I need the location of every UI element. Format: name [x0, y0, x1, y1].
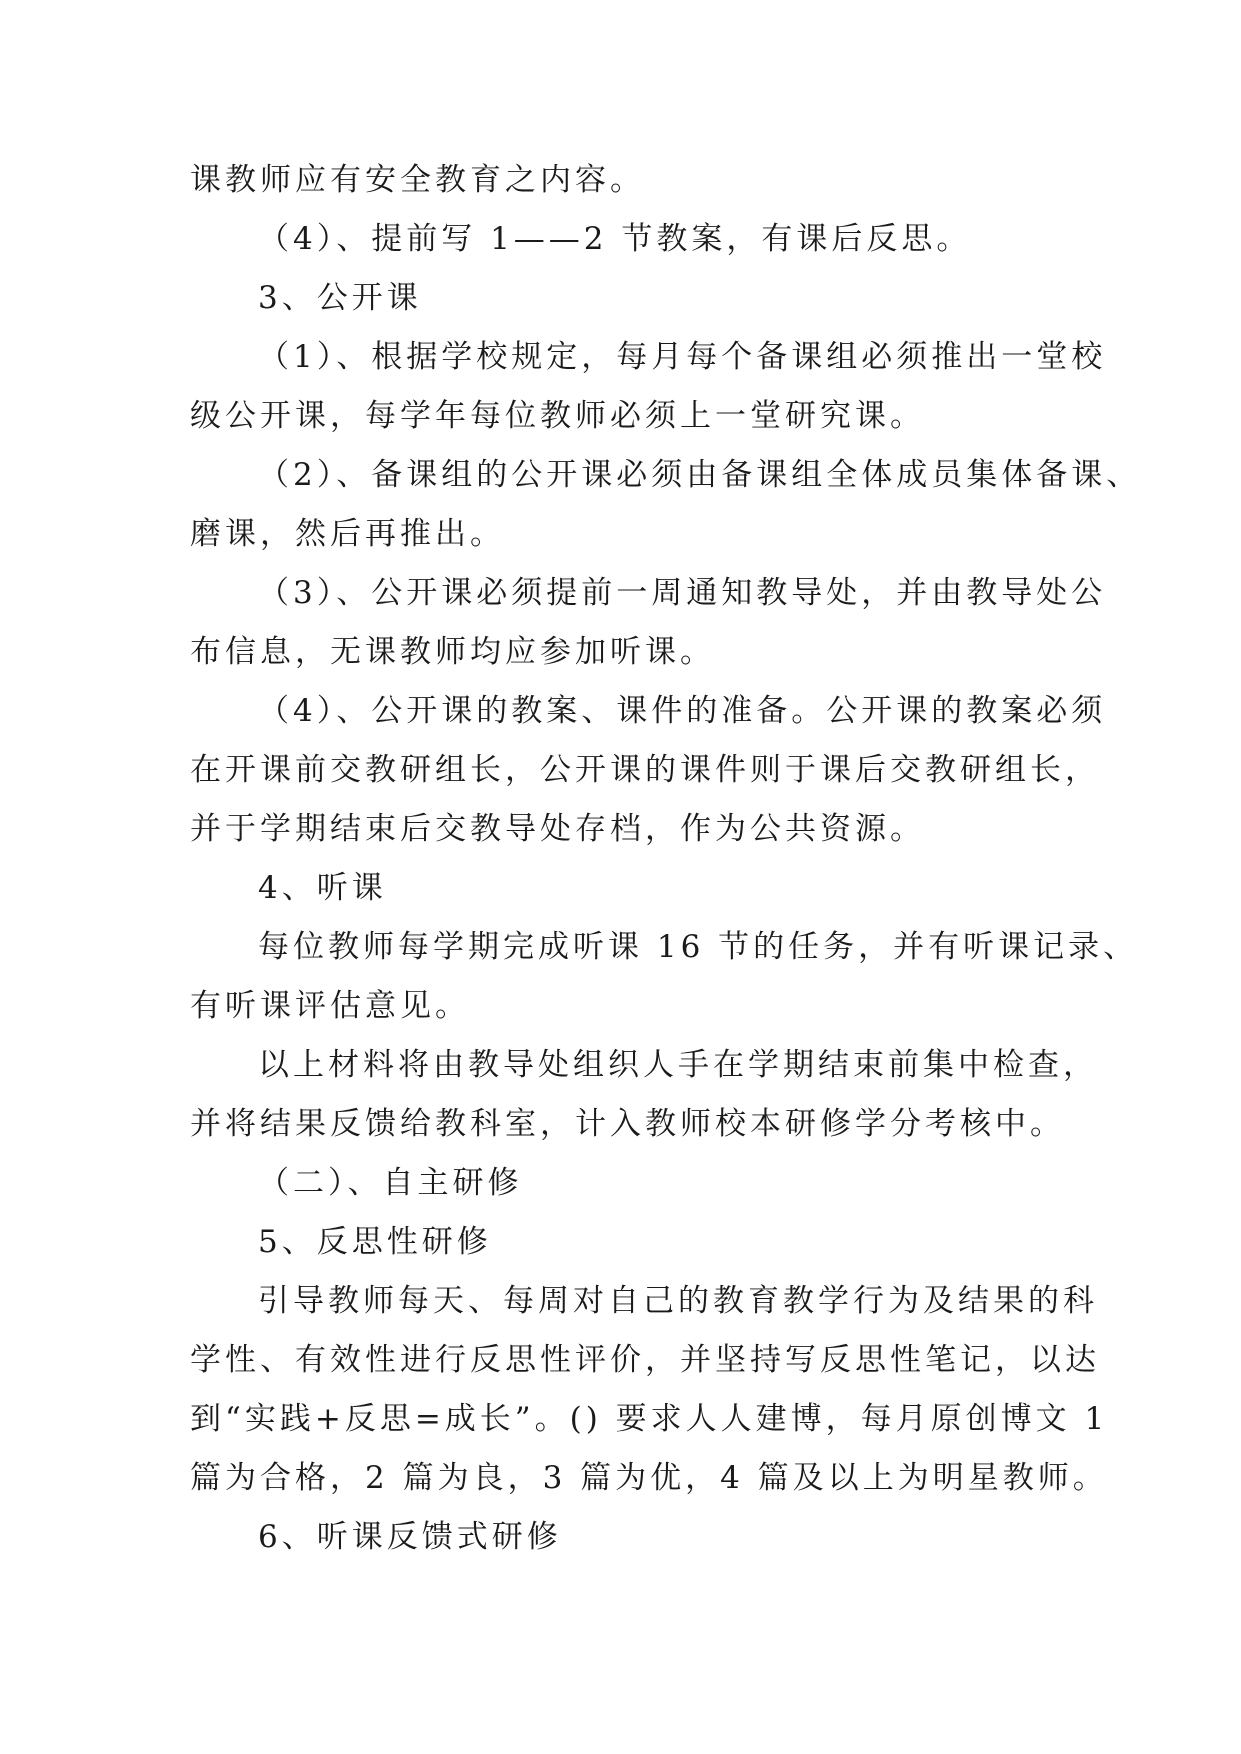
text-line: 布信息，无课教师均应参加听课。	[190, 634, 715, 670]
text-line: （4）、提前写 1——2 节教案，有课后反思。	[258, 221, 972, 257]
section-heading: 4、听课	[258, 870, 387, 906]
text-line: 并于学期结束后交教导处存档，作为公共资源。	[190, 811, 925, 847]
text-line: 篇为合格，2 篇为良，3 篇为优，4 篇及以上为明星教师。	[190, 1460, 1108, 1496]
text-line: 在开课前交教研组长，公开课的课件则于课后交教研组长，	[190, 752, 1100, 788]
text-line: 级公开课，每学年每位教师必须上一堂研究课。	[190, 398, 925, 434]
text-line: 学性、有效性进行反思性评价，并坚持写反思性笔记，以达	[190, 1342, 1100, 1378]
text-line: 并将结果反馈给教科室，计入教师校本研修学分考核中。	[190, 1106, 1065, 1142]
text-line: （2）、备课组的公开课必须由备课组全体成员集体备课、	[258, 457, 1142, 493]
text-line: 有听课评估意见。	[190, 988, 470, 1024]
text-line: 到“实践+反思=成长”。() 要求人人建博，每月原创博文 1	[190, 1401, 1109, 1437]
text-line: 每位教师每学期完成听课 16 节的任务，并有听课记录、	[258, 929, 1139, 965]
section-heading: 6、听课反馈式研修	[258, 1519, 562, 1555]
text-line: （3）、公开课必须提前一周通知教导处，并由教导处公	[258, 575, 1107, 611]
text-line: 课教师应有安全教育之内容。	[190, 162, 645, 198]
text-line: 磨课，然后再推出。	[190, 516, 505, 552]
text-line: 引导教师每天、每周对自己的教育教学行为及结果的科	[258, 1283, 1098, 1319]
section-heading: 5、反思性研修	[258, 1224, 492, 1260]
text-line: 以上材料将由教导处组织人手在学期结束前集中检查，	[258, 1047, 1098, 1083]
text-line: （4）、公开课的教案、课件的准备。公开课的教案必须	[258, 693, 1107, 729]
section-heading: 3、公开课	[258, 280, 422, 316]
section-heading: （二）、自主研修	[258, 1165, 523, 1201]
text-line: （1）、根据学校规定，每月每个备课组必须推出一堂校	[258, 339, 1107, 375]
